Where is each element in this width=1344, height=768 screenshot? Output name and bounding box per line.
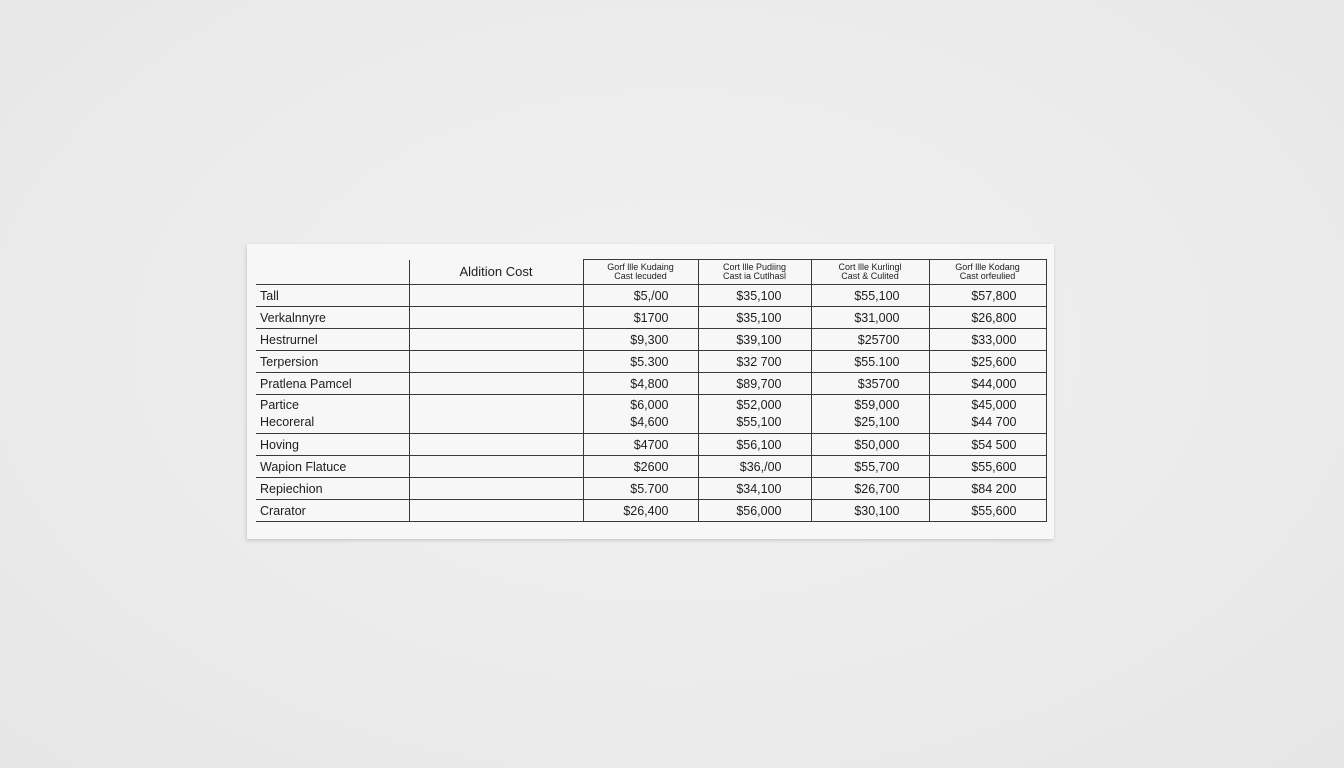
cost-value: $32 700 — [736, 354, 782, 369]
aldition-cost-cell — [409, 456, 583, 478]
cost-value-cell — [811, 434, 929, 456]
cost-value-cell — [811, 500, 929, 522]
row-label — [256, 351, 409, 373]
cost-sheet — [247, 244, 1054, 539]
cost-value-cell — [929, 434, 1046, 456]
row-label-text: Terpersion — [260, 354, 319, 369]
cost-value-cell — [583, 351, 698, 373]
cost-value: $34,100 — [736, 481, 782, 496]
column-header-text: Gorf llle Kodang Cast orfeulied — [955, 262, 1020, 281]
cost-value: $55,600 — [971, 459, 1017, 474]
row-label-text: Tall — [260, 288, 279, 303]
cost-value: $35700 — [857, 376, 900, 391]
cost-value: $26,400 — [623, 503, 669, 518]
aldition-cost-cell — [409, 307, 583, 329]
cost-value: $55,100 — [854, 288, 900, 303]
cost-value-cell — [583, 373, 698, 395]
cost-value-cell — [698, 329, 811, 351]
cost-value: $56,100 — [736, 437, 782, 452]
cost-value: $5.700 — [630, 481, 669, 496]
cost-value: $54 500 — [971, 437, 1017, 452]
cost-value-cell — [929, 307, 1046, 329]
cost-value: $30,100 — [854, 503, 900, 518]
aldition-cost-cell — [409, 434, 583, 456]
row-label — [256, 395, 409, 434]
cost-value: $55,700 — [854, 459, 900, 474]
cost-value: $25,100 — [854, 415, 900, 429]
cost-value: $25,600 — [971, 354, 1017, 369]
column-header — [583, 260, 698, 285]
row-label-text: Crarator — [260, 503, 306, 518]
cost-value: $45,000 — [971, 398, 1017, 412]
cost-value: $44,000 — [971, 376, 1017, 391]
cost-value-cell — [811, 456, 929, 478]
cost-value-cell — [583, 395, 698, 434]
cost-value: $44 700 — [971, 415, 1017, 429]
cost-value: $2600 — [633, 459, 669, 474]
cost-value-cell — [811, 395, 929, 434]
column-header-text: Cort llle Pudiing Cast ia Cutlhasl — [722, 262, 787, 281]
cost-value: $35,100 — [736, 310, 782, 325]
cost-value-cell — [811, 285, 929, 307]
table-body — [256, 285, 1046, 522]
cost-value-cell — [929, 456, 1046, 478]
row-label — [256, 285, 409, 307]
cost-value: $9,300 — [630, 332, 669, 347]
aldition-cost-cell — [409, 329, 583, 351]
table-row — [256, 307, 1046, 329]
column-header — [811, 260, 929, 285]
cost-value: $31,000 — [854, 310, 900, 325]
table-header-row — [256, 260, 1046, 285]
cost-value-cell — [929, 285, 1046, 307]
cost-value: $6,000 — [630, 398, 669, 412]
cost-value: $25700 — [857, 332, 900, 347]
column-header — [698, 260, 811, 285]
aldition-cost-cell — [409, 373, 583, 395]
header-blank-cell — [256, 260, 409, 285]
cost-value-cell — [811, 351, 929, 373]
cost-value: $4700 — [633, 437, 669, 452]
cost-value: $4,800 — [630, 376, 669, 391]
cost-value-cell — [583, 307, 698, 329]
aldition-cost-cell — [409, 500, 583, 522]
cost-value-cell — [811, 307, 929, 329]
cost-value-cell — [583, 434, 698, 456]
table-row — [256, 434, 1046, 456]
cost-value-cell — [698, 478, 811, 500]
table-row — [256, 478, 1046, 500]
table-title: Aldition Cost — [409, 260, 583, 285]
cost-value-cell — [811, 329, 929, 351]
cost-value-cell — [698, 307, 811, 329]
cost-value: $55.100 — [854, 354, 900, 369]
cost-value-cell — [698, 285, 811, 307]
cost-table — [256, 259, 1047, 522]
cost-value: $56,000 — [736, 503, 782, 518]
cost-value: $55,100 — [736, 415, 782, 429]
row-label — [256, 307, 409, 329]
cost-value-cell — [929, 500, 1046, 522]
aldition-cost-cell — [409, 351, 583, 373]
cost-value: $26,700 — [854, 481, 900, 496]
row-label-text: Wapion Flatuce — [260, 459, 347, 474]
cost-value-cell — [583, 478, 698, 500]
cost-value: $1700 — [633, 310, 669, 325]
cost-value-cell — [811, 478, 929, 500]
table-row — [256, 329, 1046, 351]
cost-value-cell — [929, 395, 1046, 434]
cost-value-cell — [698, 351, 811, 373]
cost-value: $84 200 — [971, 481, 1017, 496]
column-header-text: Gorf llle Kudaing Cast lecuded — [607, 262, 674, 281]
cost-value-cell — [583, 329, 698, 351]
cost-value: $89,700 — [736, 376, 782, 391]
aldition-cost-cell — [409, 285, 583, 307]
cost-value-cell — [698, 456, 811, 478]
cost-value-cell — [583, 456, 698, 478]
row-label — [256, 329, 409, 351]
row-label-text: Partice — [260, 398, 299, 412]
row-label — [256, 434, 409, 456]
table-row — [256, 285, 1046, 307]
cost-value: $55,600 — [971, 503, 1017, 518]
row-label — [256, 373, 409, 395]
table-row — [256, 395, 1046, 434]
cost-value: $50,000 — [854, 437, 900, 452]
table-row — [256, 456, 1046, 478]
cost-value-cell — [929, 373, 1046, 395]
aldition-cost-cell — [409, 478, 583, 500]
cost-value-cell — [583, 285, 698, 307]
cost-value: $26,800 — [971, 310, 1017, 325]
row-label — [256, 478, 409, 500]
cost-value: $4,600 — [630, 415, 669, 429]
cost-value-cell — [698, 373, 811, 395]
row-label-text: Hestrurnel — [260, 332, 318, 347]
cost-value-cell — [698, 395, 811, 434]
row-label-text: Verkalnnyre — [260, 310, 327, 325]
column-header — [929, 260, 1046, 285]
cost-value-cell — [929, 351, 1046, 373]
cost-value-cell — [583, 500, 698, 522]
cost-value: $57,800 — [971, 288, 1017, 303]
row-label — [256, 456, 409, 478]
table-row — [256, 373, 1046, 395]
cost-value: $5,/00 — [633, 288, 669, 303]
cost-value-cell — [929, 478, 1046, 500]
row-label — [256, 500, 409, 522]
cost-value-cell — [698, 500, 811, 522]
table-row — [256, 500, 1046, 522]
cost-value-cell — [929, 329, 1046, 351]
cost-value: $5.300 — [630, 354, 669, 369]
row-label-text: Repiechion — [260, 481, 323, 496]
cost-value-cell — [698, 434, 811, 456]
table-row — [256, 351, 1046, 373]
row-label-text: Hoving — [260, 437, 299, 452]
cost-value: $39,100 — [736, 332, 782, 347]
cost-value: $52,000 — [736, 398, 782, 412]
row-label-text: Hecoreral — [260, 415, 315, 429]
cost-value: $33,000 — [971, 332, 1017, 347]
cost-value-cell — [811, 373, 929, 395]
column-header-text: Cort llle Kurlingl Cast & Culited — [838, 262, 902, 281]
cost-value: $59,000 — [854, 398, 900, 412]
cost-value: $36,/00 — [739, 459, 782, 474]
cost-value: $35,100 — [736, 288, 782, 303]
aldition-cost-cell — [409, 395, 583, 434]
row-label-text: Pratlena Pamcel — [260, 376, 352, 391]
